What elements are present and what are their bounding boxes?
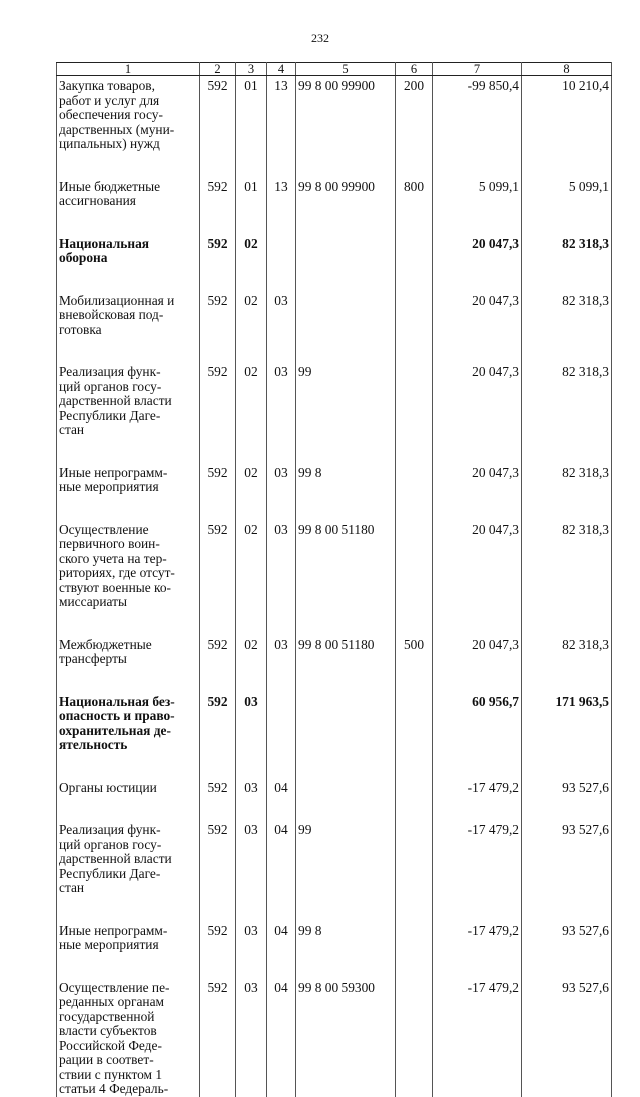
- row-label-line: дарственной власти: [59, 851, 172, 866]
- row-label: [57, 280, 200, 352]
- row-label-line: государственной: [59, 1008, 155, 1024]
- code-expense-type: 800: [396, 166, 433, 223]
- row-label-line: статьи 4 Федераль-: [59, 1081, 169, 1096]
- row-label: [57, 809, 200, 910]
- code-ministry: 592: [200, 223, 236, 280]
- row-label: [57, 624, 200, 681]
- table-row: [57, 452, 612, 509]
- amount-change: 20 047,3: [433, 351, 522, 452]
- code-target: [296, 223, 396, 280]
- row-label-line: Реализация функ-: [59, 364, 161, 379]
- row-label-line: Органы юстиции: [59, 779, 157, 795]
- row-label-line: первичного воин-: [59, 536, 160, 551]
- table-row: [57, 767, 612, 810]
- code-expense-type: [396, 509, 433, 624]
- amount-total: 82 318,3: [522, 223, 612, 280]
- row-label-line: ций органов госу-: [59, 836, 162, 852]
- row-label-line: ные мероприятия: [59, 937, 159, 952]
- row-label-line: Иные бюджетные: [59, 178, 161, 194]
- row-label: [57, 910, 200, 967]
- amount-total: 82 318,3: [522, 624, 612, 681]
- amount-change: -17 479,2: [433, 767, 522, 810]
- code-section: 03: [236, 809, 267, 910]
- code-ministry: 592: [200, 166, 236, 223]
- col-header-6: 6: [396, 63, 433, 76]
- row-label-line: Иные непрограмм-: [59, 464, 168, 480]
- row-label-line: Российской Феде-: [59, 1037, 162, 1053]
- row-label-line: стан: [59, 880, 85, 895]
- amount-total: 93 527,6: [522, 967, 612, 1097]
- row-label-line: готовка: [59, 321, 102, 337]
- table-row: [57, 509, 612, 624]
- code-subsection: 13: [267, 76, 296, 166]
- row-label-line: ствии с пунктом 1: [59, 1066, 163, 1082]
- amount-total: 93 527,6: [522, 809, 612, 910]
- row-label: [57, 223, 200, 280]
- code-subsection: 04: [267, 767, 296, 810]
- amount-change: 20 047,3: [433, 452, 522, 509]
- code-expense-type: [396, 223, 433, 280]
- row-label-line: ствуют военные ко-: [59, 579, 172, 595]
- code-subsection: [267, 223, 296, 280]
- code-section: 03: [236, 967, 267, 1097]
- code-target: 99 8 00 59300: [296, 967, 396, 1097]
- row-label: [57, 967, 200, 1097]
- amount-total: 10 210,4: [522, 76, 612, 166]
- table-row: [57, 624, 612, 681]
- amount-total: 82 318,3: [522, 452, 612, 509]
- code-section: 03: [236, 767, 267, 810]
- amount-change: 20 047,3: [433, 280, 522, 352]
- code-ministry: 592: [200, 910, 236, 967]
- row-label-line: власти субъектов: [59, 1023, 157, 1038]
- row-label: [57, 681, 200, 767]
- row-label: [57, 452, 200, 509]
- code-target: 99 8 00 51180: [296, 624, 396, 681]
- code-section: 02: [236, 509, 267, 624]
- row-label-line: Национальная без-: [59, 693, 175, 709]
- code-section: 03: [236, 681, 267, 767]
- amount-change: 20 047,3: [433, 509, 522, 624]
- col-header-2: 2: [200, 63, 236, 76]
- amount-change: -17 479,2: [433, 910, 522, 967]
- code-expense-type: [396, 351, 433, 452]
- row-label-line: Реализация функ-: [59, 822, 161, 837]
- row-label-line: Осуществление: [59, 521, 149, 537]
- amount-total: 93 527,6: [522, 910, 612, 967]
- amount-change: 20 047,3: [433, 624, 522, 681]
- code-ministry: 592: [200, 767, 236, 810]
- row-label: [57, 351, 200, 452]
- amount-total: 82 318,3: [522, 351, 612, 452]
- code-target: 99: [296, 351, 396, 452]
- code-subsection: [267, 681, 296, 767]
- code-ministry: 592: [200, 452, 236, 509]
- code-expense-type: [396, 452, 433, 509]
- amount-change: 60 956,7: [433, 681, 522, 767]
- col-header-3: 3: [236, 63, 267, 76]
- row-label-line: реданных органам: [59, 994, 164, 1009]
- amount-total: 82 318,3: [522, 280, 612, 352]
- table-row: [57, 280, 612, 352]
- amount-total: 82 318,3: [522, 509, 612, 624]
- code-expense-type: [396, 681, 433, 767]
- row-label: [57, 509, 200, 624]
- row-label-line: оборона: [59, 250, 108, 265]
- table-row: [57, 223, 612, 280]
- code-target: 99 8: [296, 910, 396, 967]
- code-expense-type: [396, 767, 433, 810]
- code-expense-type: [396, 967, 433, 1097]
- code-section: 02: [236, 351, 267, 452]
- code-target: 99: [296, 809, 396, 910]
- amount-total: 171 963,5: [522, 681, 612, 767]
- code-target: 99 8 00 51180: [296, 509, 396, 624]
- row-label-line: ассигнования: [59, 193, 136, 208]
- code-target: [296, 767, 396, 810]
- code-expense-type: [396, 809, 433, 910]
- row-label-line: дарственной власти: [59, 393, 172, 408]
- col-header-8: 8: [522, 63, 612, 76]
- col-header-1: 1: [57, 63, 200, 76]
- code-section: 03: [236, 910, 267, 967]
- code-target: [296, 681, 396, 767]
- row-label-line: ципальных) нужд: [59, 136, 160, 151]
- row-label-line: стан: [59, 422, 85, 437]
- col-header-4: 4: [267, 63, 296, 76]
- row-label-line: миссариаты: [59, 594, 127, 609]
- code-subsection: 03: [267, 351, 296, 452]
- amount-change: 5 099,1: [433, 166, 522, 223]
- row-label-line: трансферты: [59, 651, 127, 666]
- code-ministry: 592: [200, 509, 236, 624]
- code-section: 01: [236, 166, 267, 223]
- amount-total: 5 099,1: [522, 166, 612, 223]
- row-label-line: обеспечения госу-: [59, 107, 163, 122]
- code-subsection: 03: [267, 509, 296, 624]
- table-row: [57, 351, 612, 452]
- table-row: [57, 967, 612, 1097]
- code-ministry: 592: [200, 967, 236, 1097]
- row-label-line: Закупка товаров,: [59, 78, 155, 93]
- code-ministry: 592: [200, 681, 236, 767]
- amount-change: -99 850,4: [433, 76, 522, 166]
- code-subsection: 03: [267, 624, 296, 681]
- code-target: 99 8 00 99900: [296, 76, 396, 166]
- amount-total: 93 527,6: [522, 767, 612, 810]
- table-row: [57, 166, 612, 223]
- code-subsection: 03: [267, 280, 296, 352]
- budget-table: [56, 62, 612, 1097]
- row-label-line: риториях, где отсут-: [59, 565, 175, 580]
- header-row: [57, 63, 612, 76]
- col-header-7: 7: [433, 63, 522, 76]
- code-section: 02: [236, 280, 267, 352]
- code-ministry: 592: [200, 280, 236, 352]
- row-label-line: вневойсковая под-: [59, 307, 164, 322]
- code-subsection: 03: [267, 452, 296, 509]
- row-label-line: опасность и право-: [59, 708, 175, 723]
- row-label-line: ций органов госу-: [59, 378, 162, 394]
- row-label-line: охранительная де-: [59, 722, 171, 738]
- table-row: [57, 910, 612, 967]
- code-target: 99 8 00 99900: [296, 166, 396, 223]
- row-label: [57, 76, 200, 166]
- code-expense-type: 200: [396, 76, 433, 166]
- row-label-line: Мобилизационная и: [59, 292, 175, 308]
- amount-change: -17 479,2: [433, 809, 522, 910]
- row-label: [57, 166, 200, 223]
- code-expense-type: 500: [396, 624, 433, 681]
- code-section: 02: [236, 452, 267, 509]
- row-label-line: ского учета на тер-: [59, 550, 167, 566]
- page-number: 232: [311, 31, 329, 45]
- row-label-line: ятельность: [59, 737, 128, 752]
- table-row: [57, 76, 612, 166]
- row-label-line: Республики Даге-: [59, 407, 161, 423]
- table-row: [57, 681, 612, 767]
- row-label: [57, 767, 200, 810]
- row-label-line: ные мероприятия: [59, 479, 159, 494]
- code-target: [296, 280, 396, 352]
- row-label-line: Иные непрограмм-: [59, 922, 168, 938]
- code-target: 99 8: [296, 452, 396, 509]
- code-section: 02: [236, 223, 267, 280]
- code-ministry: 592: [200, 76, 236, 166]
- amount-change: -17 479,2: [433, 967, 522, 1097]
- code-subsection: 13: [267, 166, 296, 223]
- row-label-line: Национальная: [59, 235, 150, 251]
- code-subsection: 04: [267, 910, 296, 967]
- code-subsection: 04: [267, 809, 296, 910]
- code-section: 02: [236, 624, 267, 681]
- col-header-5: 5: [296, 63, 396, 76]
- row-label-line: рации в соответ-: [59, 1052, 154, 1067]
- code-expense-type: [396, 280, 433, 352]
- table-row: [57, 809, 612, 910]
- code-subsection: 04: [267, 967, 296, 1097]
- code-ministry: 592: [200, 809, 236, 910]
- row-label-line: Республики Даге-: [59, 865, 161, 881]
- row-label-line: Межбюджетные: [59, 636, 152, 652]
- amount-change: 20 047,3: [433, 223, 522, 280]
- row-label-line: Осуществление пе-: [59, 979, 170, 995]
- table-body: [57, 76, 612, 1097]
- code-ministry: 592: [200, 351, 236, 452]
- code-expense-type: [396, 910, 433, 967]
- row-label-line: работ и услуг для: [59, 92, 160, 108]
- row-label-line: дарственных (муни-: [59, 121, 175, 137]
- code-section: 01: [236, 76, 267, 166]
- code-ministry: 592: [200, 624, 236, 681]
